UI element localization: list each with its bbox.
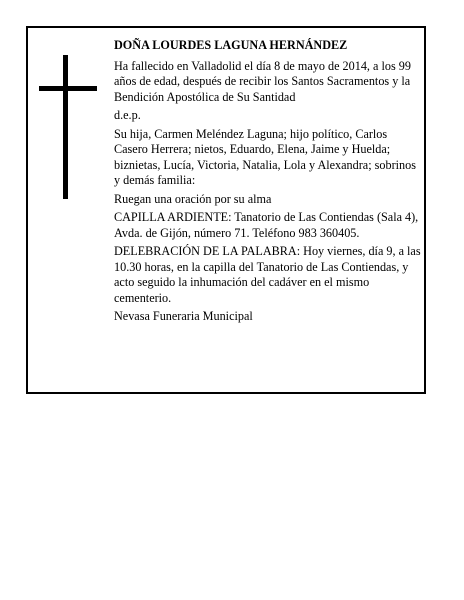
death-statement: Ha fallecido en Valladolid el día 8 de mayo de 2014, a los 99 años de edad, después de recibir los Santos Sacramentos y la Bendición Apostólica de Su Santidad [114, 58, 411, 104]
notice-text [114, 38, 424, 328]
family-list: Su hija, Carmen Meléndez Laguna; hijo político, Carlos Casero Herrera; nietos, Eduardo, Elena, Jaime y Huelda; biznietas, Lucía, Victoria, Natalia, Lola y Alexandra; sobrinos y demás familia: [114, 126, 416, 187]
deceased-name: DOÑA LOURDES LAGUNA HERNÁNDEZ [114, 38, 348, 52]
funeral-home: Nevasa Funeraria Municipal [114, 309, 253, 323]
service-info: DELEBRACIÓN DE LA PALABRA: Hoy viernes, día 9, a las 10.30 horas, en la capilla del Tanatorio de Las Contiendas, y acto seguido la inhumación del cadáver en el mismo cementerio. [114, 244, 421, 305]
obituary-notice [26, 26, 426, 394]
dep-text: d.e.p. [114, 108, 141, 122]
cross-icon [36, 55, 98, 199]
cross-vertical-bar [63, 55, 68, 199]
prayer-request: Ruegan una oración por su alma [114, 191, 272, 206]
cross-horizontal-bar [39, 86, 97, 91]
chapel-info: CAPILLA ARDIENTE: Tanatorio de Las Contiendas (Sala 4), Avda. de Gijón, número 71. Teléfono 983 360405. [114, 210, 419, 240]
